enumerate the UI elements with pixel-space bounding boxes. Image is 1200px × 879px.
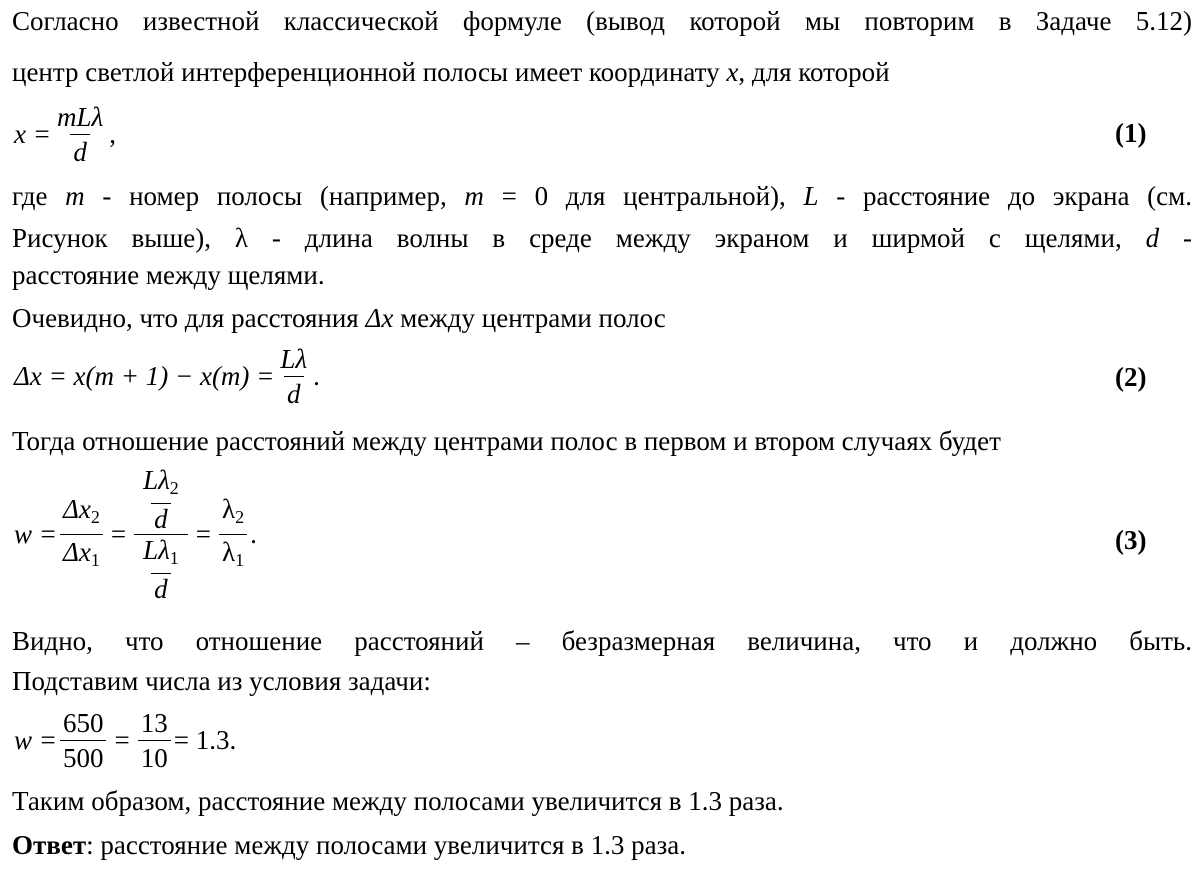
formula-4: [14, 706, 236, 775]
text: -: [1183, 223, 1193, 253]
text: Видно, что отношение расстояний – безразмерная величина, что и должно быть.: [12, 626, 1192, 656]
fraction: [140, 535, 182, 604]
paragraph-line: [12, 5, 1192, 37]
text: = 0 для центральной),: [501, 181, 786, 211]
paragraph-line: [12, 625, 1192, 657]
fraction: [219, 492, 247, 577]
paragraph-line: [12, 785, 1192, 817]
numerator: [140, 465, 182, 503]
text: - номер полосы (например,: [102, 181, 447, 211]
paragraph-line: [12, 665, 1192, 697]
variable: x: [726, 57, 739, 87]
text: - длина волны в среде между экраном и ширмой с щелями,: [271, 223, 1122, 253]
equals: =: [114, 725, 130, 755]
denominator: 10: [138, 740, 171, 775]
text: λ: [222, 494, 236, 524]
text: - расстояние до экрана (см.: [836, 181, 1192, 211]
formula-lhs: w =: [14, 519, 57, 549]
paragraph-line: [12, 302, 1192, 334]
formula-1: [14, 100, 116, 169]
formula-3: [14, 465, 257, 604]
text: между центрами полос: [400, 303, 666, 333]
denominator: 500: [60, 740, 107, 775]
numerator: [60, 492, 103, 534]
formula-tail: .: [313, 361, 320, 391]
paragraph-line: [12, 180, 1192, 212]
equation-number: (2): [1115, 362, 1147, 392]
text: где: [12, 181, 48, 211]
denominator: [134, 534, 188, 604]
formula-tail: = 1.3.: [173, 725, 237, 755]
variable: d: [1145, 223, 1160, 253]
formula-tail: .: [250, 519, 257, 549]
text: Δx: [62, 537, 91, 567]
equation-number: (1): [1115, 118, 1147, 148]
text: Согласно известной классической формуле (вывод которой мы повторим в Задаче 5.12): [12, 6, 1192, 36]
formula-tail: ,: [109, 119, 116, 149]
formula-lhs: Δx = x(m + 1) − x(m) =: [14, 361, 275, 391]
answer-line: [12, 829, 1192, 861]
fraction: [277, 342, 310, 411]
text: Lλ: [143, 465, 170, 495]
text: Рисунок выше),: [12, 223, 211, 253]
variable: Δx: [365, 303, 394, 333]
fraction: [60, 706, 107, 775]
fraction: [138, 706, 171, 775]
denominator: [60, 534, 103, 577]
variable: m: [65, 181, 85, 211]
variable: L: [803, 181, 819, 211]
subscript: 2: [90, 507, 100, 527]
subscript: 1: [235, 550, 245, 570]
numerator: [140, 535, 182, 573]
equation-number: (3): [1115, 525, 1147, 555]
formula-lhs: w =: [14, 725, 57, 755]
denominator: d: [151, 503, 171, 534]
paragraph-line: [12, 222, 1192, 254]
text: Тогда отношение расстояний между центрами полос в первом и втором случаях будет: [12, 426, 1001, 456]
paragraph-line: [12, 56, 1192, 88]
numerator: 650: [62, 708, 104, 738]
subscript: 1: [90, 550, 100, 570]
denominator: d: [284, 376, 304, 411]
text: Lλ: [143, 535, 170, 565]
numerator: [219, 492, 247, 534]
text: Таким образом, расстояние между полосами увеличится в 1.3 раза.: [12, 786, 784, 816]
answer-label: Ответ: [12, 830, 87, 860]
formula-2: [14, 342, 320, 411]
paragraph-line: [12, 425, 1192, 457]
numerator: mLλ: [56, 102, 104, 132]
subscript: 2: [169, 478, 179, 498]
subscript: 2: [235, 507, 245, 527]
text: , для которой: [738, 57, 890, 87]
text: Очевидно, что для расстояния: [12, 303, 359, 333]
equals: =: [110, 519, 127, 549]
denominator: d: [70, 134, 90, 169]
fraction: [60, 492, 103, 577]
variable: λ: [234, 223, 248, 253]
variable: m: [464, 181, 484, 211]
denominator: [219, 534, 247, 577]
numerator: [134, 465, 188, 534]
numerator: Lλ: [280, 344, 308, 374]
text: центр светлой интерференционной полосы имеет координату: [12, 57, 720, 87]
text: расстояние между щелями.: [12, 260, 325, 290]
fraction: [140, 465, 182, 534]
fraction: [54, 100, 106, 169]
numerator: 13: [140, 708, 168, 738]
equals: =: [195, 519, 212, 549]
text: λ: [222, 537, 236, 567]
subscript: 1: [169, 548, 179, 568]
compound-fraction: [134, 465, 188, 604]
answer-text: : расстояние между полосами увеличится в 1.3 раза.: [86, 830, 686, 860]
formula-lhs: x =: [14, 119, 51, 149]
denominator: d: [151, 573, 171, 604]
paragraph-line: [12, 259, 1192, 291]
text: Подставим числа из условия задачи:: [12, 666, 431, 696]
text: Δx: [62, 494, 91, 524]
